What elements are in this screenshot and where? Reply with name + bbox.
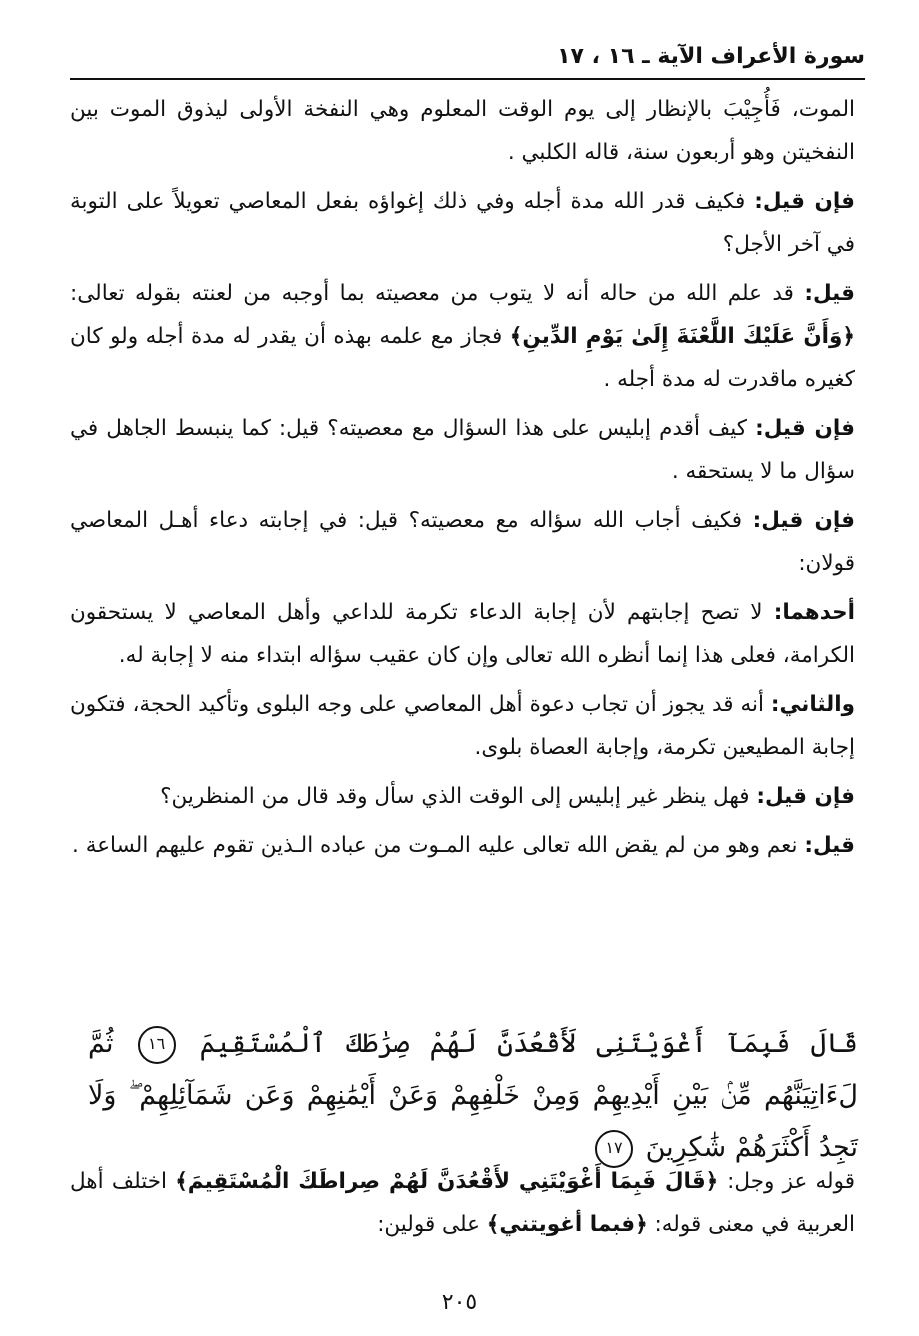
- verse-16-text: قَالَ فَبِمَآ أَغْوَيْتَنِى لَأَقْعُدَنَّ لَهُمْ صِرَٰطَكَ ٱلْمُسْتَقِيمَ: [199, 1028, 858, 1059]
- paragraph-text: فهل ينظر غير إبليس إلى الوقت الذي سأل وقد قال من المنظرين؟: [160, 784, 757, 809]
- page-number: ٢٠٥: [441, 1290, 478, 1315]
- paragraph-lead: والثاني:: [770, 692, 855, 717]
- commentary-text: اختلف أهل العربية في معنى قوله:: [70, 1169, 855, 1237]
- paragraph-6: [70, 591, 855, 677]
- paragraph-lead: فإن قيل:: [756, 784, 855, 809]
- paragraph-8: [70, 775, 855, 818]
- paragraph-7: [70, 683, 855, 769]
- main-text: [70, 88, 855, 873]
- quran-quote: ﴿وَأَنَّ عَلَيْكَ اللَّعْنَةَ إِلَىٰ يَوْمِ الدِّينِ﴾: [509, 324, 855, 349]
- paragraph-1: [70, 88, 855, 174]
- paragraph-text: لا تصح إجابتهم لأن إجابة الدعاء تكرمة للداعي وأهل المعاصي لا يستحقون الكرامة، فعلى هذا إنما أنظره الله تعالى وإن كان عقيب سؤاله ابتداء منه لا إجابة له.: [70, 600, 855, 668]
- paragraph-text: كيف أقدم إبليس على هذا السؤال مع معصيته؟ قيل: كما ينبسط الجاهل في سؤال ما لا يستحقه .: [70, 416, 855, 484]
- paragraph-text: أنه قد يجوز أن تجاب دعوة أهل المعاصي على وجه البلوى وتأكيد الحجة، فتكون إجابة المطيعين تكرمة، وإجابة العصاة بلوى.: [70, 692, 855, 760]
- paragraph-text: الموت، فَأُجِيْبَ بالإنظار إلى يوم الوقت المعلوم وهي النفخة الأولى ليذوق الموت بين النفخيتن وهو أربعون سنة، قاله الكلبي .: [70, 97, 855, 165]
- paragraph-text: فكيف أجاب الله سؤاله مع معصيته؟ قيل: في إجابته دعاء أهـل المعاصي قولان:: [70, 508, 855, 576]
- quran-quote: ﴿فبما أغويتني﴾: [486, 1212, 648, 1237]
- commentary-text: على قولين:: [377, 1212, 487, 1237]
- ayah-number-marker: ١٧: [595, 1130, 633, 1168]
- paragraph-lead: فإن قيل:: [755, 416, 855, 441]
- commentary-lead: قوله عز وجل:: [727, 1169, 855, 1194]
- commentary-paragraph: [70, 1160, 855, 1246]
- paragraph-3: [70, 272, 855, 401]
- ayah-number-marker: ١٦: [138, 1026, 176, 1064]
- page-header: [70, 38, 865, 80]
- paragraph-9: [70, 824, 855, 867]
- paragraph-text: فجاز مع علمه بهذه أن يقدر له مدة أجله ولو كان كغيره ماقدرت له مدة أجله .: [70, 324, 855, 392]
- paragraph-5: [70, 499, 855, 585]
- quran-quote: ﴿قَالَ فَبِمَا أَغْوَيْتَنِي لأَقْعُدَنَّ لَهُمْ صِراطَكَ الْمُسْتَقِيمَ﴾: [175, 1169, 728, 1194]
- verse-17-text: ثُمَّ لَءَاتِيَنَّهُم مِّنۢ بَيْنِ أَيْدِيهِمْ وَمِنْ خَلْفِهِمْ وَعَنْ أَيْمَٰنِهِمْ وَعَن شَمَآئِلِهِمْ ۖ وَلَا تَجِدُ أَكْثَرَهُمْ شَٰكِرِينَ: [88, 1028, 858, 1163]
- paragraph-text: قد علم الله من حاله أنه لا يتوب من معصيته بما أوجبه من لعنته بقوله تعالى:: [70, 281, 805, 306]
- paragraph-2: [70, 180, 855, 266]
- paragraph-4: [70, 407, 855, 493]
- running-title: سورة الأعراف الآية ـ ١٦ ، ١٧: [557, 44, 865, 69]
- paragraph-lead: قيل:: [804, 281, 855, 306]
- paragraph-lead: فإن قيل:: [754, 189, 855, 214]
- paragraph-text: نعم وهو من لم يقض الله تعالى عليه المـوت من عباده الـذين تقوم عليهم الساعة .: [72, 833, 805, 858]
- quran-verses: [88, 1018, 858, 1174]
- paragraph-lead: أحدهما:: [773, 600, 855, 625]
- paragraph-lead: فإن قيل:: [752, 508, 855, 533]
- paragraph-text: فكيف قدر الله مدة أجله وفي ذلك إغواؤه بفعل المعاصي تعويلاً على التوبة في آخر الأجل؟: [70, 189, 855, 257]
- paragraph-lead: قيل:: [804, 833, 855, 858]
